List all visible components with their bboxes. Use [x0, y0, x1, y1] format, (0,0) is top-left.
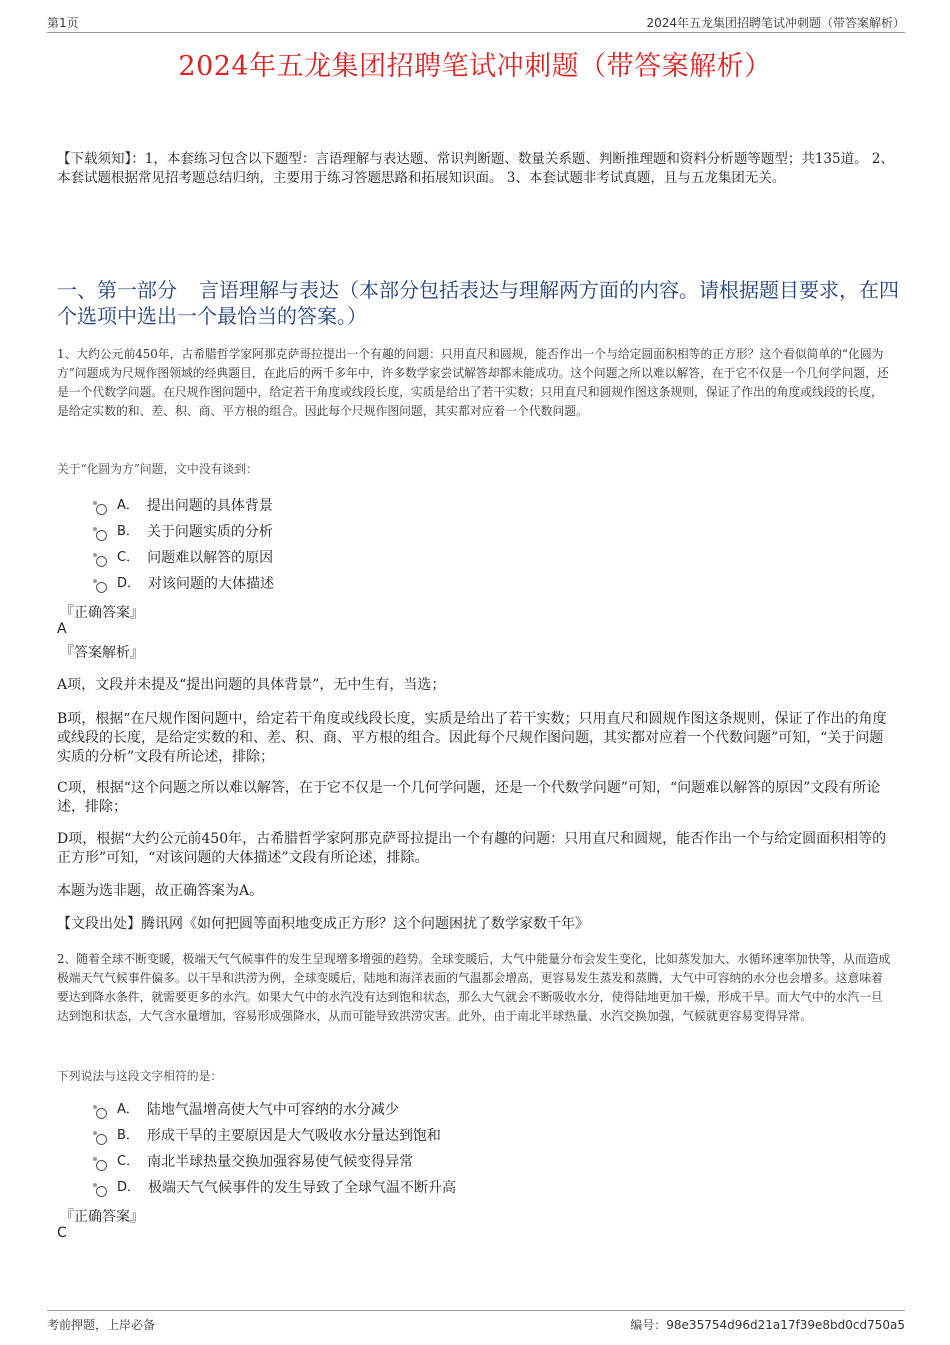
- page-number: 第1页: [47, 16, 79, 30]
- option-b[interactable]: B． 形成干旱的主要原因是大气吸收水分量达到饱和: [96, 1123, 456, 1149]
- question-2-text: 2、随着全球不断变暖，极端天气气候事件的发生呈现增多增强的趋势。全球变暖后，大气中能量分布会发生变化，比如蒸发加大、水循环速率加快等，从而造成极端天气气候事件偏多。以干旱和洪涝为例，全球变暖后，陆地和海洋表面的气温都会增高，更容易发生蒸发和蒸腾，大气中可容纳的水分也会增多。这意味着要达到降水条件，就需要更多的水汽。如果大气中的水汽没有达到饱和状态，那么大气就会不断吸收水分，使得陆地更加干燥，形成干旱。而大气中的水汽一旦达到饱和状态，大气含水量增加，容易形成强降水，从而可能导致洪涝灾害。此外，由于南北半球热量、水汽交换加强，气候就更容易变得异常。: [57, 952, 891, 1023]
- section-text: 言语理解与表达（本部分包括表达与理解两方面的内容。请根据题目要求，在四个选项中选出一个最恰当的答案。）: [57, 278, 899, 328]
- radio-icon[interactable]: [96, 1134, 107, 1145]
- radio-icon[interactable]: [96, 504, 107, 515]
- analysis-conclusion: 本题为选非题，故正确答案为A。: [57, 883, 264, 899]
- section-heading: [57, 277, 899, 329]
- radio-icon[interactable]: [96, 582, 107, 593]
- page-footer: [47, 1310, 905, 1333]
- option-d[interactable]: D． 极端天气气候事件的发生导致了全球气温不断升高: [96, 1175, 456, 1201]
- radio-icon[interactable]: [96, 556, 107, 567]
- document-title: 2024年五龙集团招聘笔试冲刺题（带答案解析）: [178, 51, 772, 82]
- radio-icon[interactable]: [96, 1186, 107, 1197]
- option-b[interactable]: B． 关于问题实质的分析: [96, 519, 274, 545]
- answer-value: C: [57, 1225, 67, 1241]
- answer-value: A: [57, 621, 67, 637]
- download-notice: 【下载须知】：1，本套练习包含以下题型：言语理解与表达题、常识判断题、数量关系题、判断推理题和资料分析题等题型；共135道。 2、本套试题根据常见招考题总结归纳，主要用于练习答题思路和拓展知识面。 3、本套试题非考试真题，且与五龙集团无关。: [57, 151, 894, 186]
- page-header: [47, 14, 905, 33]
- analysis-d: D项，根据“大约公元前450年，古希腊哲学家阿那克萨哥拉提出一个有趣的问题：只用直尺和圆规，能否作出一个与给定圆面积相等的正方形”可知，“对该问题的大体描述”文段有所论述，排除。: [57, 831, 887, 866]
- source-citation: 【文段出处】腾讯网《如何把圆等面积地变成正方形？这个问题困扰了数学家数千年》: [57, 916, 589, 932]
- analysis-a: A项，文段并未提及“提出问题的具体背景”，无中生有，当选；: [57, 677, 446, 693]
- radio-icon[interactable]: [96, 530, 107, 541]
- question-1-text: 1、大约公元前450年，古希腊哲学家阿那克萨哥拉提出一个有趣的问题：只用直尺和圆规，能否作出一个与给定圆面积相等的正方形？这个看似简单的“化圆为方”问题成为尺规作图领域的经典题目，在此后的两千多年中，许多数学家尝试解答却都未能成功。这个问题之所以难以解答，在于它不仅是一个几何学问题，还是一个代数学问题。在尺规作图问题中，给定若干角度或线段长度，实质是给出了若干实数；只用直尺和圆规作图这条规则，保证了作出的角度或线段的长度，是给定实数的和、差、积、商、平方根的组合。因此每个尺规作图问题，其实都对应着一个代数问题。: [57, 347, 889, 418]
- option-a[interactable]: A． 陆地气温增高使大气中可容纳的水分减少: [96, 1097, 456, 1123]
- question-2-ask: 下列说法与这段文字相符的是：: [57, 1069, 223, 1083]
- option-c[interactable]: C． 南北半球热量交换加强容易使气候变得异常: [96, 1149, 456, 1175]
- analysis-b: B项，根据“在尺规作图问题中，给定若干角度或线段长度，实质是给出了若干实数；只用直尺和圆规作图这条规则，保证了作出的角度或线段的长度，是给定实数的和、差、积、商、平方根的组合。因此每个尺规作图问题，其实都对应着一个代数问题”可知，“关于问题实质的分析”文段有所论述，排除；: [57, 711, 887, 765]
- option-c[interactable]: C． 问题难以解答的原因: [96, 545, 274, 571]
- radio-icon[interactable]: [96, 1108, 107, 1119]
- question-1-ask: 关于“化圆为方”问题，文中没有谈到：: [57, 462, 258, 476]
- answer-label: 『正确答案』: [60, 605, 144, 621]
- radio-icon[interactable]: [96, 1160, 107, 1171]
- option-d[interactable]: D． 对该问题的大体描述: [96, 571, 274, 597]
- answer-label: 『正确答案』: [60, 1209, 144, 1225]
- question-1-options: [96, 493, 274, 597]
- option-a[interactable]: A． 提出问题的具体背景: [96, 493, 274, 519]
- header-doc-title: 2024年五龙集团招聘笔试冲刺题（带答案解析）: [646, 16, 905, 30]
- analysis-c: C项，根据“这个问题之所以难以解答，在于它不仅是一个几何学问题，还是一个代数学问题”可知，“问题难以解答的原因”文段有所论述，排除；: [57, 780, 881, 815]
- question-2-options: [96, 1097, 456, 1201]
- footer-slogan: 考前押题，上岸必备: [47, 1318, 156, 1332]
- analysis-label: 『答案解析』: [60, 645, 144, 661]
- footer-doc-id: 编号：98e35754d96d21a17f39e8bd0cd750a5: [630, 1318, 905, 1332]
- section-number: 一、第一部分: [57, 278, 177, 302]
